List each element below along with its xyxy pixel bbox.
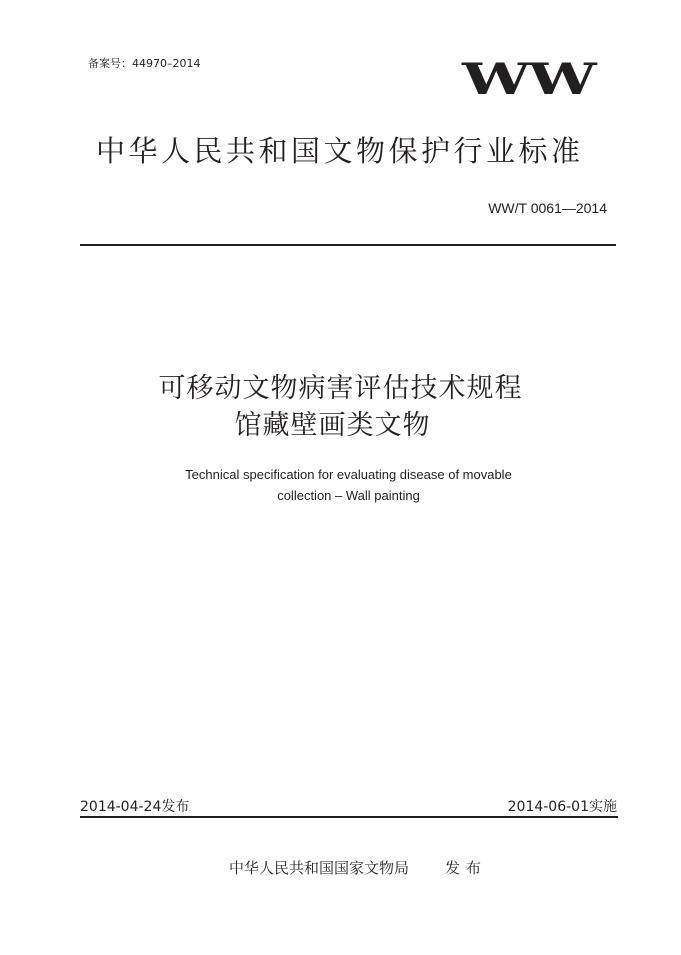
- document-title-english-line-1: Technical specification for evaluating disease of movable: [185, 467, 512, 482]
- bottom-divider: [80, 816, 618, 818]
- document-title-english-line-2: collection – Wall painting: [277, 488, 420, 503]
- ww-standard-logo: WW: [462, 53, 595, 105]
- document-title-chinese-line-2: 馆藏壁画类文物: [234, 410, 431, 441]
- standard-category-title: 中华人民共和国文物保护行业标准: [96, 134, 584, 168]
- top-divider: [80, 244, 616, 246]
- release-date: 2014-04-24发布: [80, 799, 190, 815]
- issue-action: 发布: [445, 859, 488, 877]
- filing-number: 备案号：44970–2014: [88, 57, 201, 70]
- implementation-date: 2014-06-01实施: [507, 799, 617, 815]
- document-title-chinese-line-1: 可移动文物病害评估技术规程: [158, 373, 523, 404]
- issuing-authority: 中华人民共和国国家文物局: [229, 859, 410, 877]
- standard-code: WW/T 0061—2014: [488, 200, 607, 216]
